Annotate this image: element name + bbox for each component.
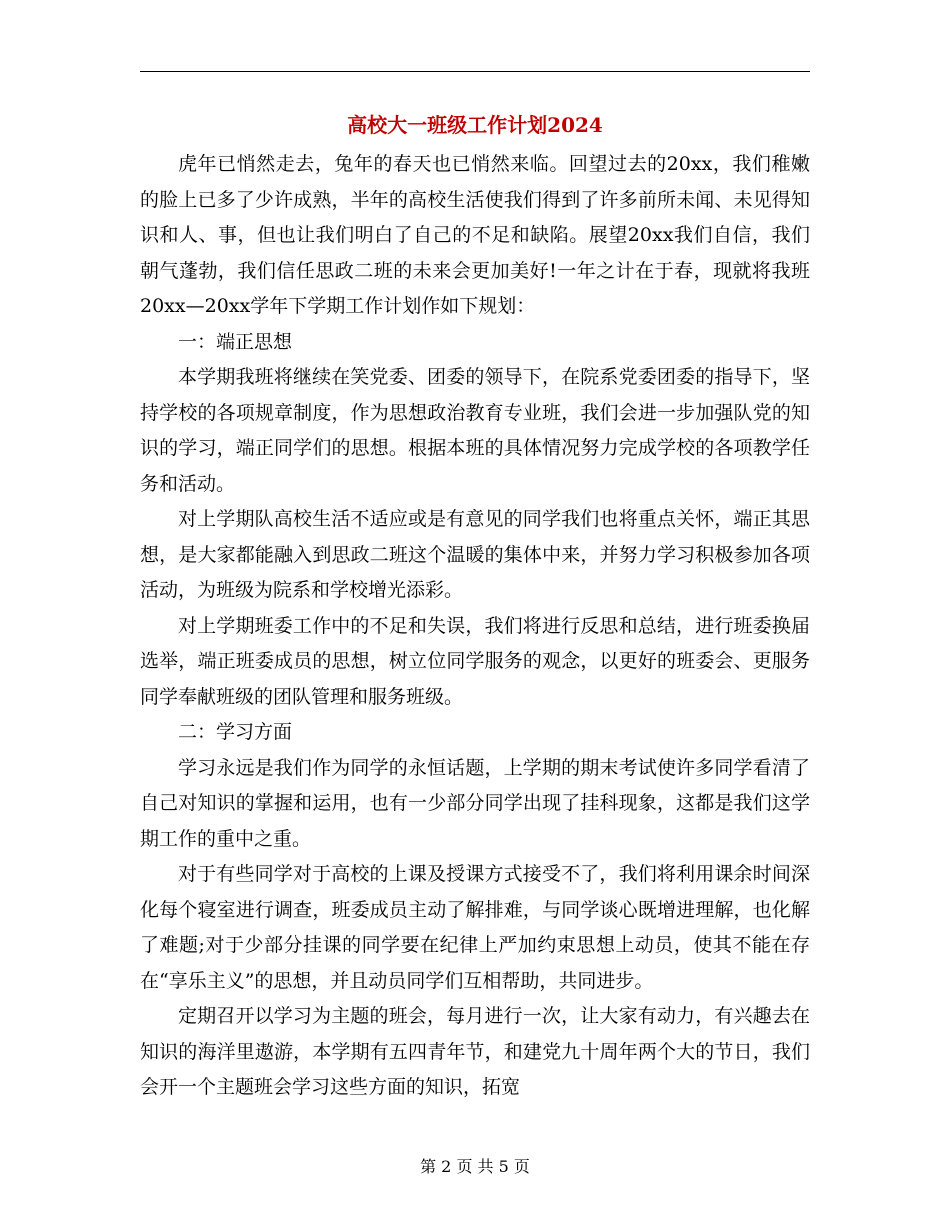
paragraph: 对上学期队高校生活不适应或是有意见的同学我们也将重点关怀，端正其思想，是大家都能融入到思政二班这个温暖的集体中来，并努力学习积极参加各项活动，为班级为院系和学校增光添彩。	[140, 508, 810, 601]
page-number: 第 2 页 共 5 页	[420, 1157, 530, 1176]
paragraph: 定期召开以学习为主题的班会，每月进行一次，让大家有动力，有兴趣去在知识的海洋里遨游，本学期有五四青年节，和建党九十周年两个大的节日，我们会开一个主题班会学习这些方面的知识，拓宽	[140, 1005, 810, 1098]
document-body	[140, 147, 810, 1106]
section-heading-1: 一：端正思想	[178, 330, 293, 353]
paragraph: 对上学期班委工作中的不足和失误，我们将进行反思和总结，进行班委换届选举，端正班委成员的思想，树立位同学服务的观念，以更好的班委会、更服务同学奉献班级的团队管理和服务班级。	[140, 614, 810, 708]
paragraph: 本学期我班将继续在笑党委、团委的领导下，在院系党委团委的指导下，坚持学校的各项规章制度，作为思想政治教育专业班，我们会进一步加强队党的知识的学习，端正同学们的思想。根据本班的具体情况努力完成学校的各项教学任务和活动。	[140, 366, 810, 495]
paragraph-intro: 虎年已悄然走去，兔年的春天也已悄然来临。回望过去的20xx，我们稚嫩的脸上已多了少许成熟，半年的高校生活使我们得到了许多前所未闻、未见得知识和人、事，但也让我们明白了自己的不足和缺陷。展望20xx我们自信，我们朝气蓬勃，我们信任思政二班的未来会更加美好!一年之计在于春，现就将我班20xx—20xx学年下学期工作计划作如下规划：	[140, 153, 810, 317]
paragraph: 学习永远是我们作为同学的永恒话题，上学期的期末考试使许多同学看清了自己对知识的掌握和运用，也有一少部分同学出现了挂科现象，这都是我们这学期工作的重中之重。	[140, 756, 810, 850]
document-title: 高校大一班级工作计划2024	[347, 113, 603, 137]
section-heading-2: 二：学习方面	[178, 721, 293, 743]
paragraph: 对于有些同学对于高校的上课及授课方式接受不了，我们将利用课余时间深化每个寝室进行调查，班委成员主动了解排难，与同学谈心既增进理解，也化解了难题;对于少部分挂课的同学要在纪律上严加约束思想上动员，使其不能在存在“享乐主义”的思想，并且动员同学们互相帮助，共同进步。	[140, 863, 810, 992]
header-rule	[140, 71, 810, 72]
